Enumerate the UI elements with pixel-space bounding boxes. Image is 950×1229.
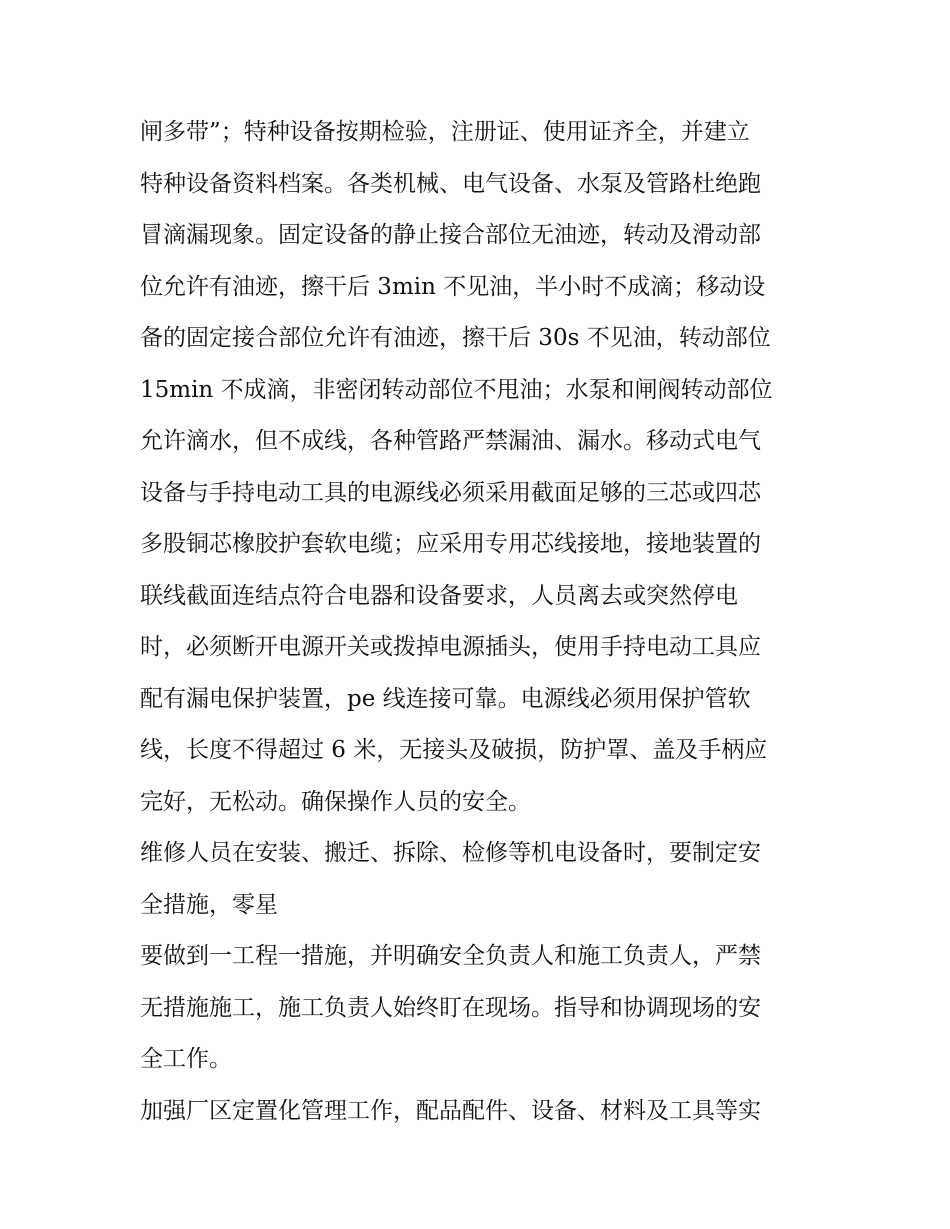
text-line: 维修人员在安装、搬迁、拆除、检修等机电设备时，要制定安 [140,840,761,866]
text-line: 要做到一工程一措施，并明确安全负责人和施工负责人，严禁 [140,943,761,969]
text-line: 特种设备资料档案。各类机械、电气设备、水泵及管路杜绝跑 [140,170,761,197]
text-line: 配有漏电保护装置，pe 线连接可靠。电源线必须用保护管软 [140,685,751,712]
text-line: 备的固定接合部位允许有油迹，擦干后 30s 不见油，转动部位 [140,325,771,351]
text-line: 线，长度不得超过 6 米，无接头及破损，防护罩、盖及手柄应 [140,737,768,763]
text-line: 无措施施工，施工负责人始终盯在现场。指导和协调现场的安 [140,994,761,1021]
text-line: 设备与手持电动工具的电源线必须采用截面足够的三芯或四芯 [140,479,761,506]
text-line: 完好，无松动。确保操作人员的安全。 [140,788,531,815]
text-line: 多股铜芯橡胶护套软电缆；应采用专用芯线接地，接地装置的 [140,531,761,557]
text-line: 联线截面连结点符合电器和设备要求，人员离去或突然停电 [140,582,738,609]
text-line: 闸多带”；特种设备按期检验，注册证、使用证齐全，并建立 [140,119,750,145]
text-line: 全工作。 [140,1046,232,1072]
body-text [140,107,820,1137]
text-line: 位允许有油迹，擦干后 3min 不见油，半小时不成滴；移动设 [140,273,766,300]
text-line: 时，必须断开电源开关或拨掉电源插头，使用手持电动工具应 [140,634,761,660]
text-line: 加强厂区定置化管理工作，配品配件、设备、材料及工具等实 [140,1097,761,1124]
text-line: 15min 不成滴，非密闭转动部位不甩油；水泵和闸阀转动部位 [140,376,773,403]
text-line: 全措施，零星 [140,891,278,918]
text-line: 允许滴水，但不成线，各种管路严禁漏油、漏水。移动式电气 [140,428,761,454]
text-line: 冒滴漏现象。固定设备的静止接合部位无油迹，转动及滑动部 [140,222,761,248]
